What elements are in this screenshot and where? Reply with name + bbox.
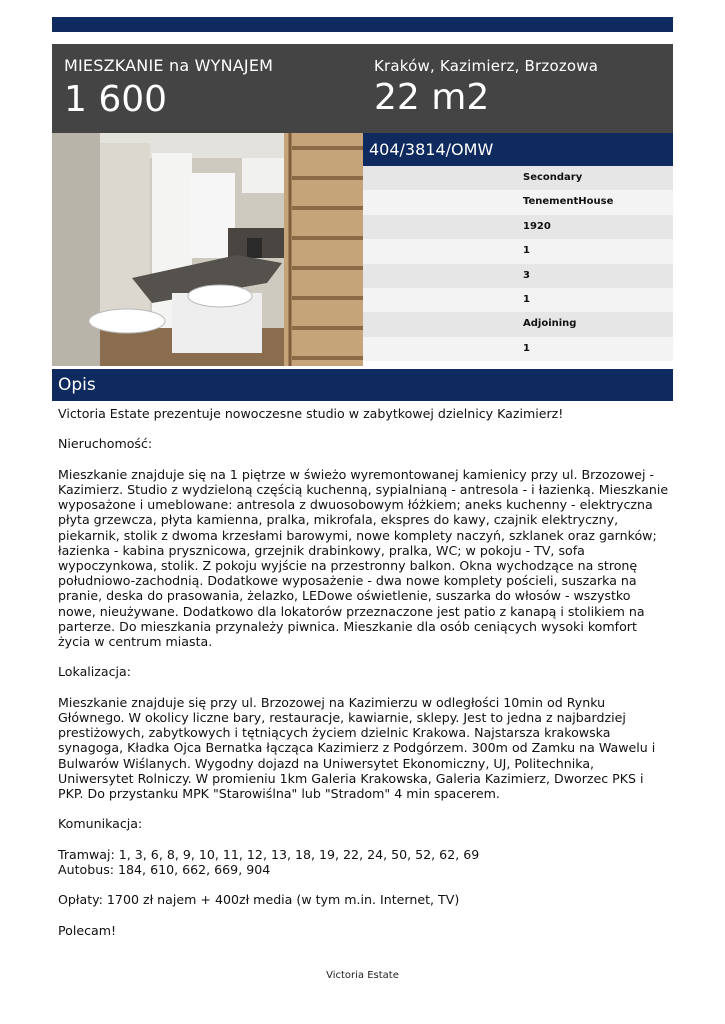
description-paragraph: Opłaty: 1700 zł najem + 400zł media (w tym m.in. Internet, TV): [58, 892, 460, 908]
description-paragraph: Mieszkanie znajduje się przy ul. Brzozowej na Kazimierzu w odległości 10min od Rynku Głównego. W okolicy liczne bary, restauracje, kawiarnie, sklepy. Jest to jedna z najbardziej prestiżowych, zabytkowych i tętniących życiem dzielnic Krakowa. Najstarsza krakowska synagoga, Kładka Ojca Bernatka łącząca Kazimierz z Podgórzem. 300m od Zamku na Wawelu i Bulwarów Wiślanych. Wygodny dojazd na Uniwersytet Ekonomiczny, UJ, Politechnika, Uniwersytet Rolniczy. W promieniu 1km Galeria Krakowska, Galeria Kazimierz, Dworzec PKS i PKP. Do przystanku MPK "Starowiślna" lub "Stradom" 4 min spacerem.: [58, 694, 656, 802]
param-row: TenementHouse: [363, 190, 673, 214]
description-paragraph: Lokalizacja:: [58, 664, 131, 680]
param-row: Secondary: [363, 166, 673, 190]
listing-header: [52, 44, 673, 133]
param-row: 1: [363, 288, 673, 312]
reference-bar: [363, 133, 673, 166]
header-left: [64, 56, 273, 122]
description-paragraph: Tramwaj: 1, 3, 6, 8, 9, 10, 11, 12, 13, 18, 19, 22, 24, 50, 52, 62, 69 Autobus: 184, 610, 662, 669, 904: [58, 846, 480, 877]
param-row: 1: [363, 337, 673, 361]
reference-number: 404/3814/OMW: [369, 140, 494, 159]
param-row: 3: [363, 264, 673, 288]
param-row: 1920: [363, 215, 673, 239]
description-body: [58, 406, 670, 953]
section-title: Opis: [58, 375, 96, 395]
param-row: Adjoining: [363, 312, 673, 336]
price: 1 600: [64, 79, 168, 120]
description-paragraph: Victoria Estate prezentuje nowoczesne studio w zabytkowej dzielnicy Kazimierz!: [58, 406, 564, 421]
location: Kraków, Kazimierz, Brzozowa: [374, 57, 599, 75]
property-photo: [52, 133, 363, 366]
footer-agency-name: Victoria Estate: [326, 970, 399, 981]
description-paragraph: Komunikacja:: [58, 816, 143, 832]
parameters-table: [363, 166, 673, 361]
top-accent-bar: [52, 17, 673, 32]
description-paragraph: Nieruchomość:: [58, 436, 153, 452]
kitchen-photo-illustration: [52, 133, 363, 366]
param-row: 1: [363, 239, 673, 263]
description-paragraph: Mieszkanie znajduje się na 1 piętrze w świeżo wyremontowanej kamienicy przy ul. Brzozowej - Kazimierz. Studio z wydzieloną częścią kuchenną, sypialnianą - antresola - i łazienką. Mieszkanie wyposażone i umeblowane: antresola z dwuosobowym łóżkiem; aneks kuchenny - elektryczna płyta grzewcza, płyta kamienna, pralka, mikrofala, ekspres do kawy, czajnik elektryczny, piekarnik, stolik z dwoma krzesłami barowymi, nowe komplety naczyń, szklanek oraz garnków; łazienka - kabina prysznicowa, grzejnik drabinkowy, pralka, WC; w pokoju - TV, sofa wypoczynkowa, stolik. Z pokoju wyjście na przestronny balkon. Okna wychodzące na stronę południowo-zachodnią. Dodatkowe wyposażenie - dwa nowe komplety pościeli, suszarka na pranie, deska do prasowania, żelazko, LEDowe oświetlenie, suszarka do włosów - wszystko nowe, nieużywane. Dodatkowo dla lokatorów przeznaczone jest patio z kanapą i stolikiem na parterze. Do mieszkania przynależy piwnica. Mieszkanie dla osób ceniących wysoki komfort życia w centrum miasta.: [58, 466, 669, 650]
header-right: [374, 56, 598, 120]
description-section-header: [52, 369, 673, 401]
property-type: MIESZKANIE na WYNAJEM: [64, 56, 274, 75]
area: 22 m2: [374, 77, 490, 118]
description-paragraph: Polecam!: [58, 922, 117, 938]
